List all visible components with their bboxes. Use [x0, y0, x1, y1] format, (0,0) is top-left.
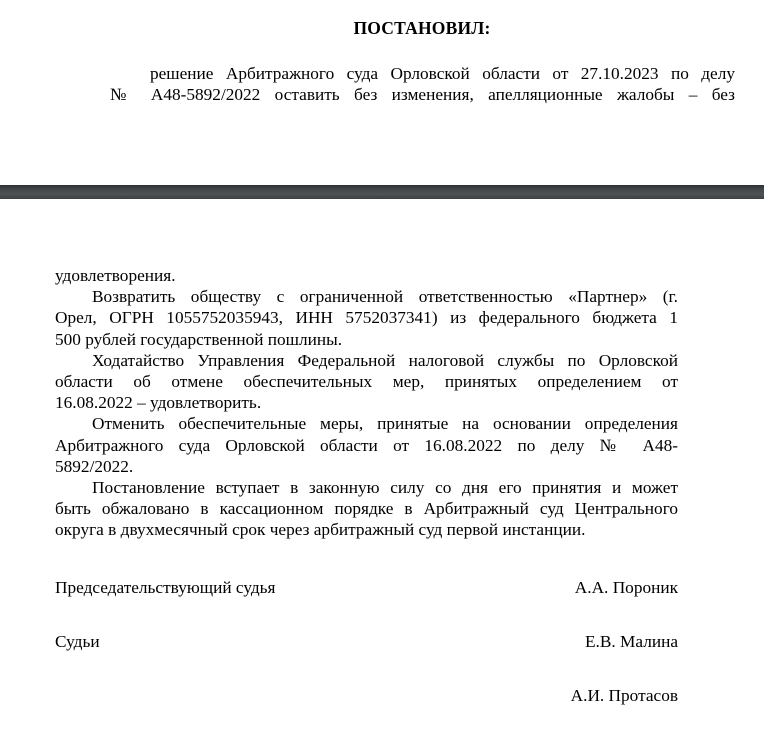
presiding-judge-label: Председательствующий судья	[55, 578, 276, 597]
body-text	[55, 265, 678, 541]
text-line: удовлетворения.	[55, 266, 176, 285]
paragraph-continuation	[55, 265, 678, 286]
page-separator	[0, 185, 764, 199]
judges-label: Судьи	[55, 632, 100, 651]
paragraph-motion-granted	[55, 350, 678, 414]
judge-name: А.И. Протасов	[570, 686, 678, 705]
text-line: Возвратить обществу с ограниченной ответственностью «Партнер» (г.	[92, 287, 678, 307]
text-line: Постановление вступает в законную силу со дня его принятия и может	[92, 478, 678, 498]
judge-name: А.А. Пороник	[574, 578, 678, 597]
text-line: Орел, ОГРН 1055752035943, ИНН 5752037341) из федерального бюджета 1	[55, 308, 678, 328]
resolution-paragraph	[110, 63, 735, 105]
text-line: быть обжаловано в кассационном порядке в Арбитражный суд Центрального	[55, 499, 678, 519]
text-line: Отменить обеспечительные меры, принятые на основании определения	[92, 414, 678, 434]
signature-row	[55, 631, 678, 652]
judge-name: Е.В. Малина	[584, 632, 678, 651]
text-line: 5892/2022.	[55, 456, 134, 476]
paragraph-appeal-procedure	[55, 477, 678, 541]
resolution-heading: ПОСТАНОВИЛ:	[353, 18, 491, 38]
text-line: Ходатайство Управления Федеральной налоговой службы по Орловской	[92, 350, 678, 370]
text-line: Арбитражного суда Орловской области от 16.08.2022 по делу № А48-	[55, 435, 678, 455]
signature-row	[55, 685, 678, 706]
text-line: 500 рублей государственной пошлины.	[55, 329, 343, 349]
document-page-top	[0, 0, 764, 185]
text-line: решение Арбитражного суда Орловской области от 27.10.2023 по делу	[150, 64, 735, 83]
text-line: № А48-5892/2022 оставить без изменения, апелляционные жалобы – без	[110, 85, 735, 104]
signature-block	[55, 577, 678, 705]
paragraph-refund-duty	[55, 286, 678, 350]
text-line: округа в двухмесячный срок через арбитражный суд первой инстанции.	[55, 520, 586, 540]
document-page-bottom	[0, 199, 764, 733]
text-line: области об отмене обеспечительных мер, принятых определением от	[55, 372, 678, 392]
text-line: 16.08.2022 – удовлетворить.	[55, 393, 262, 413]
signature-row	[55, 577, 678, 598]
paragraph-cancel-measures	[55, 413, 678, 477]
